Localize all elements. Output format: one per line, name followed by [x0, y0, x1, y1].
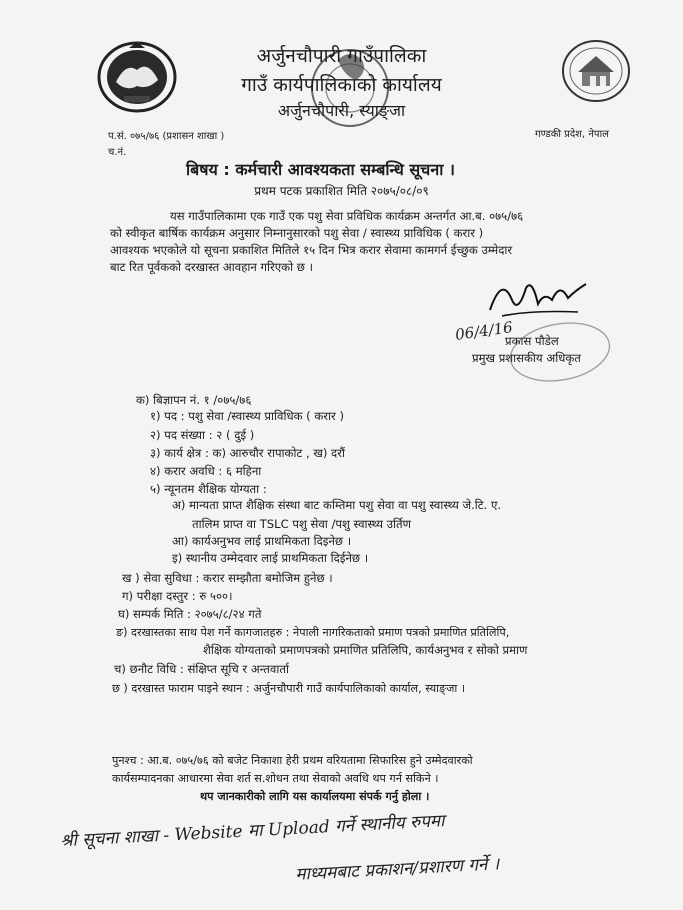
- selection-method: च) छनौट विधि : संक्षिप्त सूचि र अन्तवार्ता: [114, 662, 289, 676]
- province-label: गण्डकी प्रदेश, नेपाल: [535, 129, 609, 140]
- handwritten-note-line2: माध्यमबाट प्रकाशन/प्रशारण गर्ने ।: [294, 854, 500, 885]
- form-location: छ ) दरखास्त फाराम पाइने स्थान : अर्जुनचौपारी गाउँ कार्यपालिकाको कार्याल, स्याङ्जा ।: [112, 682, 466, 695]
- postscript-line: पुनश्च : आ.ब. ०७५/७६ को बजेट निकाशा हेरी प्रथम वरियतामा सिफारिस हुने उम्मेदवारको: [112, 754, 473, 767]
- intro-line: को स्वीकृत बार्षिक कार्यक्रम अनुसार निम्नानुसारको पशु सेवा / स्वास्थ्य प्राविधिक ( करार ): [110, 226, 484, 240]
- publish-date: प्रथम पटक प्रकाशित मिति २०७५/०८/०९: [254, 184, 429, 198]
- handwritten-note-line1: श्री सूचना शाखा - Website मा Upload गर्ने स्थानीय रुपमा: [59, 811, 445, 852]
- signature-date: 06/4/16: [454, 318, 514, 344]
- ad-number: क) बिज्ञापन नं. १ /०७५/७६: [136, 393, 252, 407]
- intro-line: यस गाउँपालिकामा एक गाउँ एक पशु सेवा प्रविधिक कार्यक्रम अन्तर्गत आ.ब. ०७५/७६: [170, 209, 524, 223]
- officer-stamp: [505, 318, 615, 388]
- required-documents-cont: शैक्षिक योग्यताको प्रमाणपत्रको प्रमाणित प्रतिलिपि, कार्यअनुभव र सोको प्रमाण: [203, 643, 528, 657]
- office-name-line2: गाउँ कार्यपालिकाको कार्यालय: [241, 74, 442, 96]
- intro-line: बाट रित पूर्वकको दरखास्त आवहान गरिएको छ ।: [110, 260, 313, 274]
- signatory-name: प्रकास पौडेल: [505, 334, 559, 348]
- required-documents: ङ) दरखास्तका साथ पेश गर्ने कागजातहरु : नेपाली नागरिकताको प्रमाण पत्रको प्रमाणित प्रतिलिपि,: [116, 626, 510, 639]
- contact-date: घ) सम्पर्क मिति : २०७५/८/२४ गते: [118, 607, 262, 621]
- post-name: १) पद : पशु सेवा /स्वास्थ्य प्राविधिक ( करार ): [150, 409, 344, 423]
- work-area: ३) कार्य क्षेत्र : क) आरुचौर रापाकोट , ख) दरौं: [150, 446, 345, 460]
- qualification-item: इ) स्थानीय उम्मेदवार लाई प्राथमिकता दिईनेछ ।: [172, 551, 369, 565]
- postscript-line: थप जानकारीको लागि यस कार्यालयमा संपर्क गर्नु होला ।: [200, 790, 430, 803]
- qualification-item: आ) कार्यअनुभव लाई प्राथमिकता दिइनेछ ।: [172, 534, 352, 548]
- signatory-title: प्रमुख प्रशासकीय अधिकृत: [472, 351, 581, 365]
- contract-period: ४) करार अवधि : ६ महिना: [150, 464, 262, 478]
- reference-number: प.सं. ०७५/७६ (प्रशासन शाखा ): [108, 131, 225, 142]
- qualification-item: तालिम प्राप्त वा TSLC पशु सेवा /पशु स्वास्थ्य उर्तिण: [192, 517, 412, 531]
- post-count: २) पद संख्या : २ ( दुई ): [150, 428, 255, 442]
- office-address: अर्जुनचौपारी, स्याङ्जा: [277, 101, 406, 120]
- service-facility: ख ) सेवा सुविधा : करार सम्झौता बमोजिम हुनेछ ।: [122, 571, 333, 585]
- qualification-item: अ) मान्यता प्राप्त शैक्षिक संस्था बाट कम्तिमा पशु सेवा वा पशु स्वास्थ्य जे.टि. ए.: [172, 498, 502, 512]
- min-qualification: ५) न्यूनतम शैक्षिक योग्यता :: [150, 482, 267, 496]
- postscript-line: कार्यसम्पादनका आधारमा सेवा शर्त स.शोधन तथा सेवाको अवधि थप गर्न सकिने ।: [112, 772, 439, 785]
- dispatch-number: च.नं.: [108, 147, 127, 158]
- office-name-line1: अर्जुनचौपारी गाउँपालिका: [256, 45, 427, 67]
- exam-fee: ग) परीक्षा दस्तुर : रु ५००।: [122, 589, 233, 603]
- intro-line: आवश्यक भएकोले यो सूचना प्रकाशित मितिले १५ दिन भित्र करार सेवामा कामगर्न ईच्छुक उम्मेदार: [110, 243, 513, 257]
- notice-subject: बिषय : कर्मचारी आवश्यकता सम्बन्धि सूचना ।: [186, 160, 455, 179]
